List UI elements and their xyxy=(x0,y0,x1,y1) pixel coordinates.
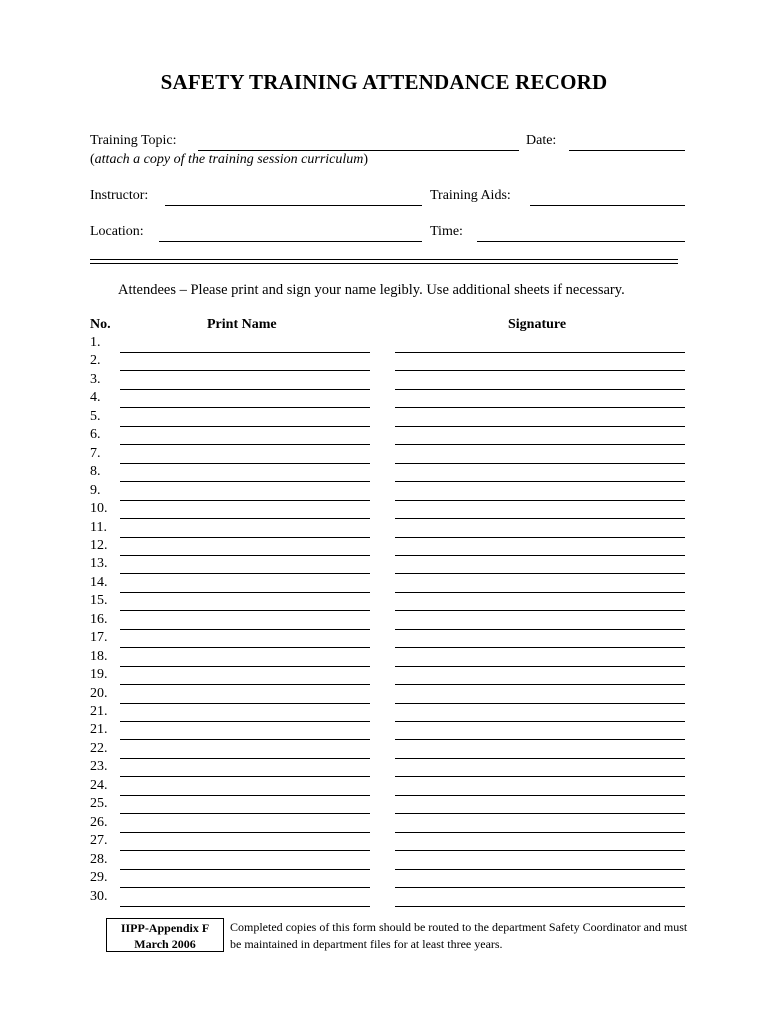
row-number: 3. xyxy=(90,371,101,387)
row-number: 12. xyxy=(90,537,108,553)
print-name-line[interactable] xyxy=(120,352,370,353)
signature-line[interactable] xyxy=(395,832,685,833)
column-header-signature: Signature xyxy=(508,317,567,332)
instructor-label: Instructor: xyxy=(90,188,149,203)
print-name-line[interactable] xyxy=(120,739,370,740)
signature-line[interactable] xyxy=(395,887,685,888)
print-name-line[interactable] xyxy=(120,426,370,427)
signature-line[interactable] xyxy=(395,739,685,740)
training-topic-field[interactable] xyxy=(198,150,519,151)
row-number: 10. xyxy=(90,501,108,517)
location-label: Location: xyxy=(90,224,144,239)
print-name-line[interactable] xyxy=(120,555,370,556)
attendee-instructions: Attendees – Please print and sign your name legibly. Use additional sheets if necessary. xyxy=(118,282,625,298)
signature-line[interactable] xyxy=(395,389,685,390)
training-topic-label: Training Topic: xyxy=(90,133,177,148)
row-number: 25. xyxy=(90,796,108,812)
signature-line[interactable] xyxy=(395,684,685,685)
signature-line[interactable] xyxy=(395,481,685,482)
row-number: 2. xyxy=(90,353,101,369)
column-header-no: No. xyxy=(90,317,111,332)
training-aids-field[interactable] xyxy=(530,205,685,206)
signature-line[interactable] xyxy=(395,906,685,907)
signature-line[interactable] xyxy=(395,703,685,704)
row-number: 17. xyxy=(90,630,108,646)
row-number: 1. xyxy=(90,335,101,350)
row-number: 8. xyxy=(90,464,101,480)
row-number: 13. xyxy=(90,556,108,572)
print-name-line[interactable] xyxy=(120,906,370,907)
signature-line[interactable] xyxy=(395,592,685,593)
row-number: 22. xyxy=(90,740,108,756)
print-name-line[interactable] xyxy=(120,407,370,408)
print-name-line[interactable] xyxy=(120,389,370,390)
signature-line[interactable] xyxy=(395,463,685,464)
print-name-line[interactable] xyxy=(120,481,370,482)
row-number: 26. xyxy=(90,814,108,830)
row-number: 15. xyxy=(90,593,108,609)
row-number: 14. xyxy=(90,574,108,590)
print-name-line[interactable] xyxy=(120,832,370,833)
row-number: 21. xyxy=(90,722,108,738)
print-name-line[interactable] xyxy=(120,444,370,445)
print-name-line[interactable] xyxy=(120,887,370,888)
signature-line[interactable] xyxy=(395,500,685,501)
signature-line[interactable] xyxy=(395,407,685,408)
signature-line[interactable] xyxy=(395,850,685,851)
appendix-box xyxy=(106,918,224,952)
date-label: Date: xyxy=(526,133,557,148)
row-number: 20. xyxy=(90,685,108,701)
signature-line[interactable] xyxy=(395,573,685,574)
signature-line[interactable] xyxy=(395,610,685,611)
row-number: 5. xyxy=(90,408,101,424)
print-name-line[interactable] xyxy=(120,573,370,574)
print-name-line[interactable] xyxy=(120,850,370,851)
print-name-line[interactable] xyxy=(120,703,370,704)
print-name-line[interactable] xyxy=(120,463,370,464)
print-name-line[interactable] xyxy=(120,666,370,667)
row-number: 19. xyxy=(90,667,108,683)
row-number: 23. xyxy=(90,759,108,775)
row-number: 11. xyxy=(90,519,107,535)
time-label: Time: xyxy=(430,224,463,239)
row-number: 16. xyxy=(90,611,108,627)
row-number: 28. xyxy=(90,851,108,867)
signature-line[interactable] xyxy=(395,666,685,667)
print-name-line[interactable] xyxy=(120,647,370,648)
row-number: 18. xyxy=(90,648,108,664)
signature-line[interactable] xyxy=(395,647,685,648)
print-name-line[interactable] xyxy=(120,537,370,538)
print-name-line[interactable] xyxy=(120,813,370,814)
row-number: 30. xyxy=(90,888,108,904)
print-name-line[interactable] xyxy=(120,684,370,685)
instructor-field[interactable] xyxy=(165,205,422,206)
row-number: 24. xyxy=(90,777,108,793)
row-number: 27. xyxy=(90,833,108,849)
row-number: 29. xyxy=(90,870,108,886)
signature-line[interactable] xyxy=(395,629,685,630)
column-header-print-name: Print Name xyxy=(207,317,277,332)
signature-line[interactable] xyxy=(395,370,685,371)
footer-note: Completed copies of this form should be routed to the department Safety Coordinator and must be maintained in department files for at least three years. xyxy=(230,920,688,951)
signature-line[interactable] xyxy=(395,352,685,353)
print-name-line[interactable] xyxy=(120,592,370,593)
signature-line[interactable] xyxy=(395,795,685,796)
row-number: 21. xyxy=(90,704,108,719)
double-divider xyxy=(90,259,678,264)
signature-line[interactable] xyxy=(395,518,685,519)
row-number: 9. xyxy=(90,482,101,498)
print-name-line[interactable] xyxy=(120,758,370,759)
signature-line[interactable] xyxy=(395,426,685,427)
location-field[interactable] xyxy=(159,241,422,242)
appendix-date: March 2006 xyxy=(134,937,196,951)
row-number: 6. xyxy=(90,427,101,443)
signature-line[interactable] xyxy=(395,813,685,814)
date-field[interactable] xyxy=(569,150,685,151)
print-name-line[interactable] xyxy=(120,610,370,611)
page-title: SAFETY TRAINING ATTENDANCE RECORD xyxy=(160,70,608,94)
print-name-line[interactable] xyxy=(120,869,370,870)
signature-line[interactable] xyxy=(395,758,685,759)
signature-line[interactable] xyxy=(395,555,685,556)
print-name-line[interactable] xyxy=(120,629,370,630)
row-number: 4. xyxy=(90,390,101,406)
signature-line[interactable] xyxy=(395,776,685,777)
print-name-line[interactable] xyxy=(120,500,370,501)
row-number: 7. xyxy=(90,445,101,461)
print-name-line[interactable] xyxy=(120,795,370,796)
signature-line[interactable] xyxy=(395,869,685,870)
training-aids-label: Training Aids: xyxy=(430,188,511,203)
print-name-line[interactable] xyxy=(120,776,370,777)
signature-line[interactable] xyxy=(395,721,685,722)
time-field[interactable] xyxy=(477,241,685,242)
print-name-line[interactable] xyxy=(120,721,370,722)
signature-line[interactable] xyxy=(395,444,685,445)
attach-curriculum-note: (attach a copy of the training session curriculum) xyxy=(90,152,369,167)
signature-line[interactable] xyxy=(395,537,685,538)
appendix-label: IIPP-Appendix F xyxy=(120,921,210,935)
print-name-line[interactable] xyxy=(120,370,370,371)
print-name-line[interactable] xyxy=(120,518,370,519)
